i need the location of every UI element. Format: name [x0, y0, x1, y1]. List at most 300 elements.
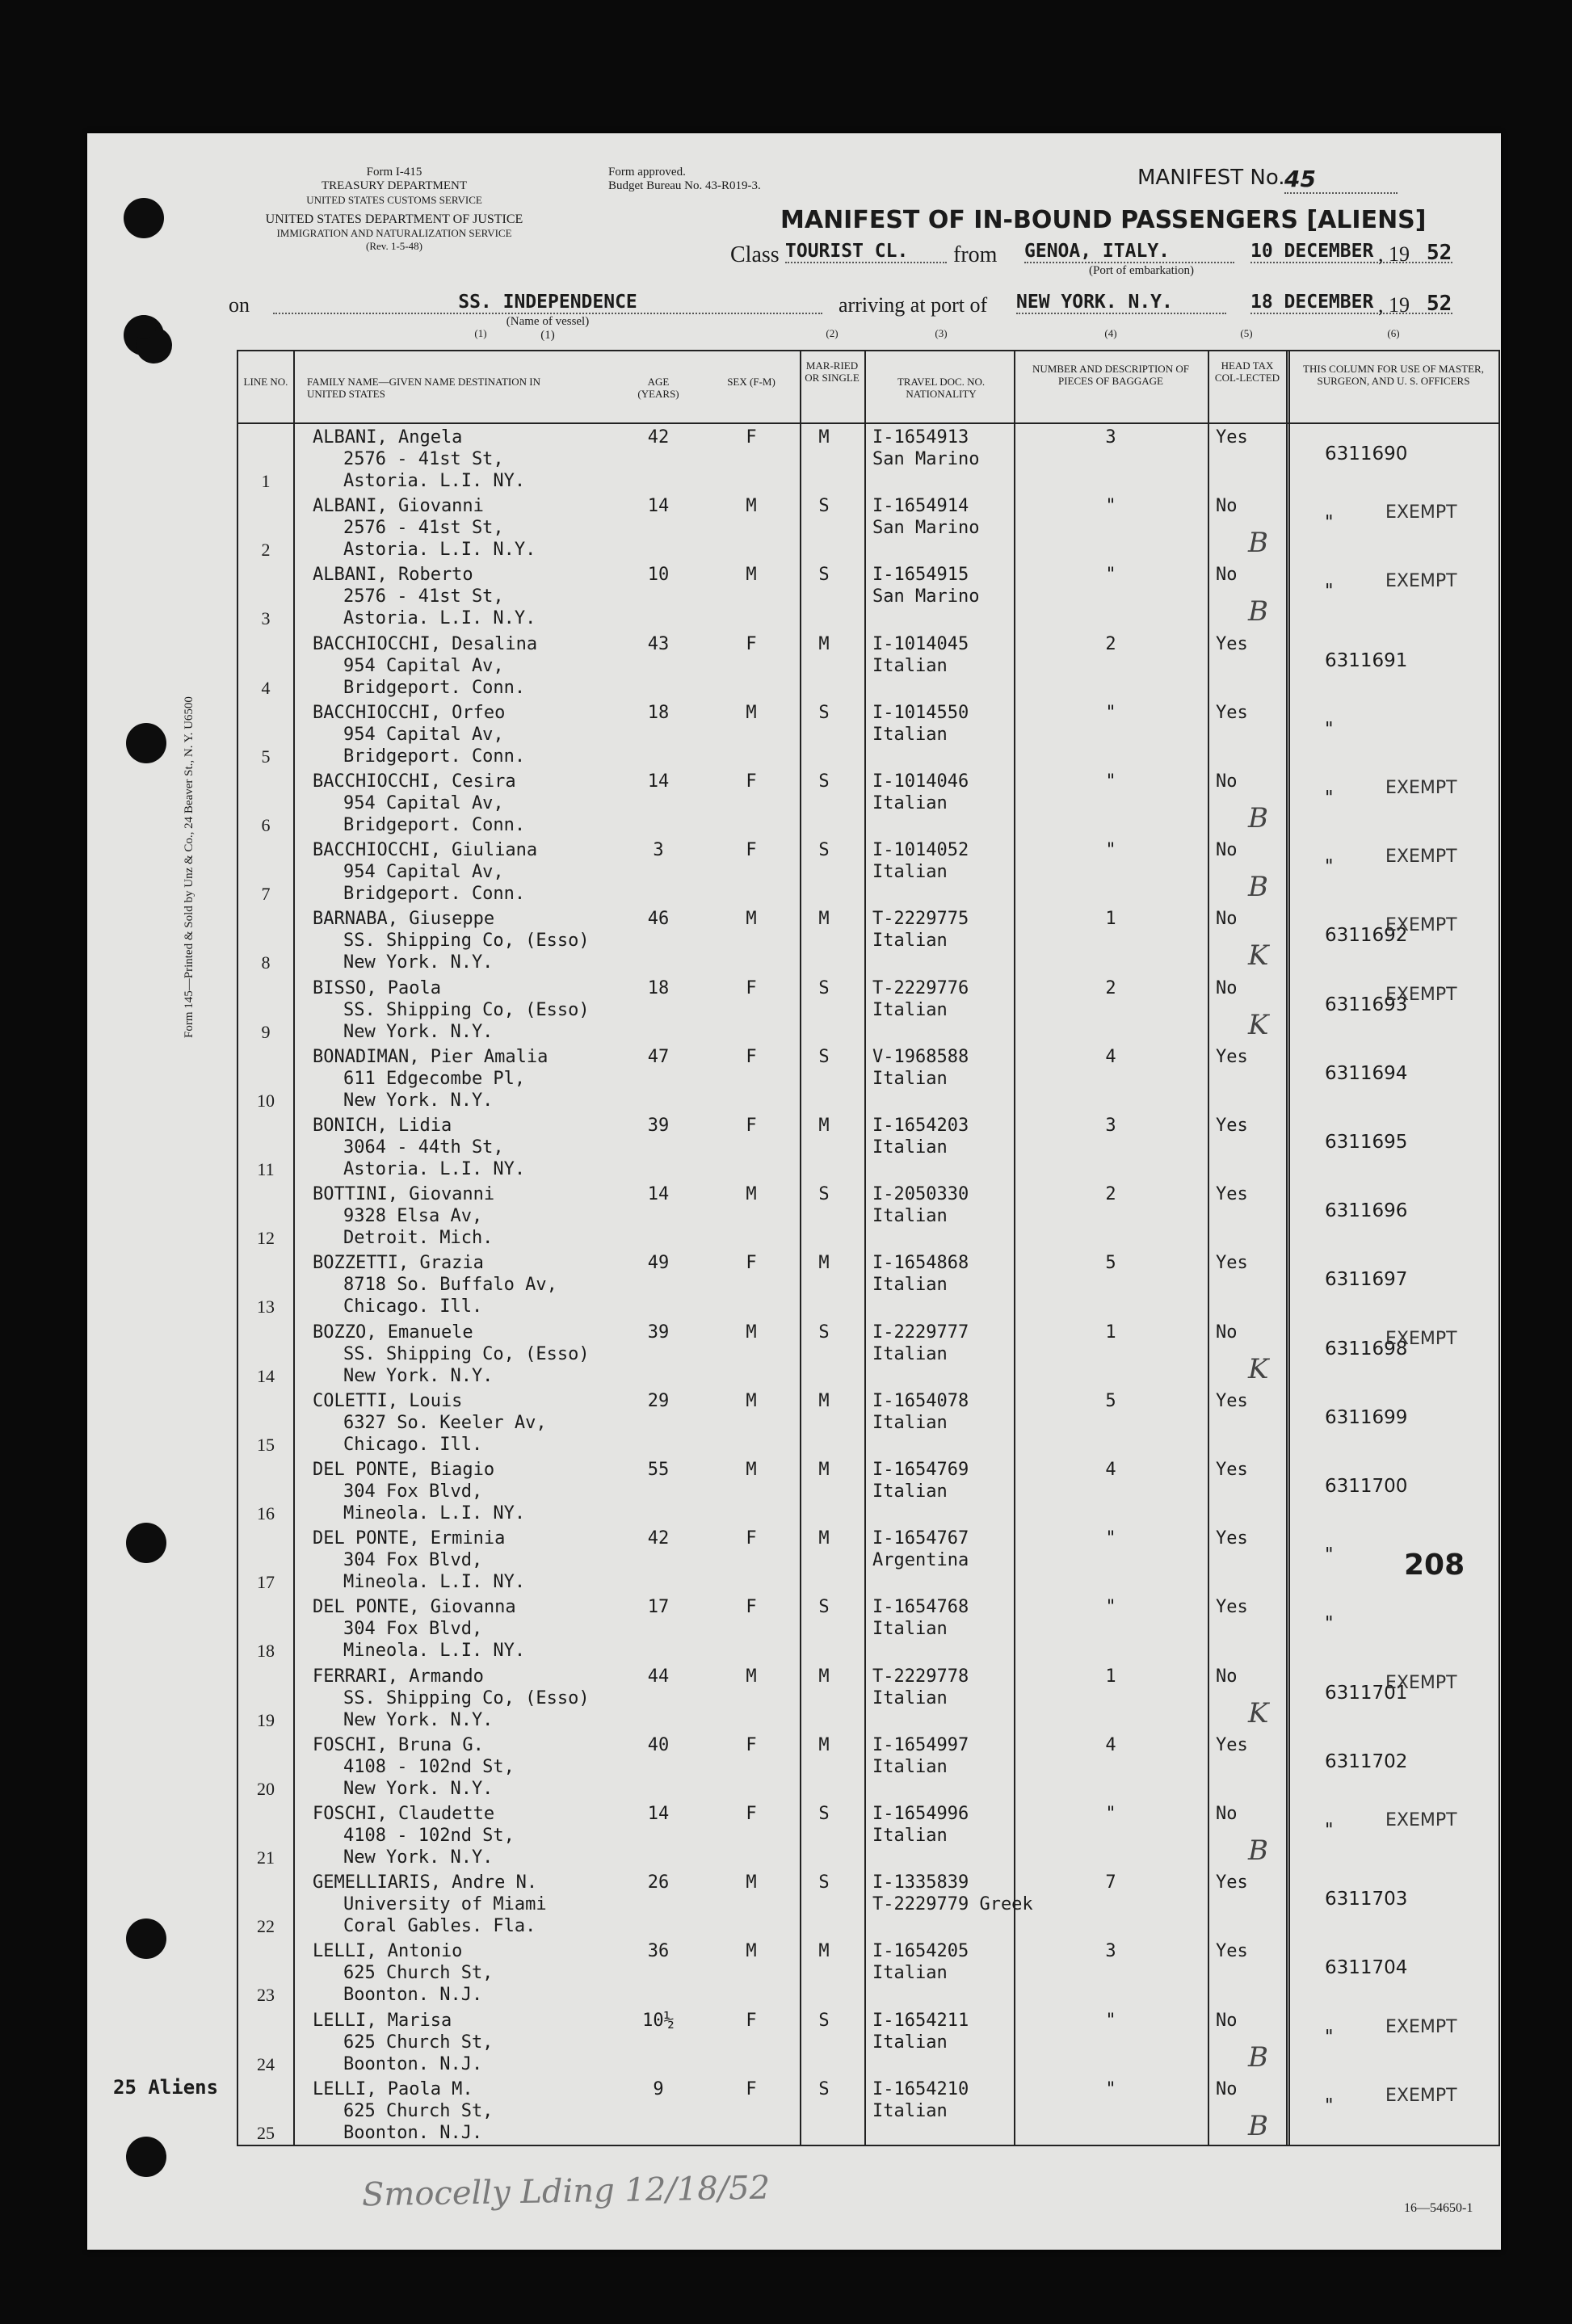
head-tax: No: [1216, 496, 1238, 517]
passenger-name: LELLI, Paola M.: [313, 2078, 473, 2099]
address-line2: New York. N.Y.: [343, 1778, 494, 1799]
officer-code: 6311704: [1325, 1957, 1408, 1979]
baggage-count: 1: [1105, 909, 1116, 930]
table-row: [238, 1595, 1498, 1665]
manifest-no: 45: [1284, 166, 1398, 194]
vessel-caption: (Name of vessel): [506, 315, 590, 328]
officer-code: ": [1325, 856, 1334, 878]
baggage-count: ": [1105, 1804, 1116, 1824]
head-tax: Yes: [1216, 1941, 1248, 1962]
line-number: 1: [261, 471, 271, 491]
age-value: 47: [647, 1046, 670, 1067]
travel-doc-no: I-1654078: [872, 1390, 969, 1411]
address-line1: 3064 - 44th St,: [343, 1137, 504, 1158]
punch-hole: [126, 1918, 166, 1959]
justice-dept: UNITED STATES DEPARTMENT OF JUSTICE: [265, 212, 523, 226]
table-row: [238, 1802, 1498, 1872]
travel-doc-no: I-1654211: [872, 2010, 969, 2031]
nationality: Italian: [872, 1068, 948, 1089]
line-number: 21: [257, 1847, 275, 1868]
footer-code: 16—54650-1: [1404, 2201, 1473, 2215]
line-number: 2: [261, 540, 271, 561]
header-officers-use: THIS COLUMN FOR USE OF MASTER, SURGEON, AND U. S. OFFICERS: [1303, 363, 1484, 387]
passenger-name: DEL PONTE, Erminia: [313, 1528, 506, 1549]
nationality: Italian: [872, 2032, 948, 2053]
travel-doc-no: I-1014045: [872, 633, 969, 654]
exempt-stamp: EXEMPT: [1385, 847, 1457, 868]
handwritten-mark: B: [1248, 871, 1268, 904]
nationality: Italian: [872, 1619, 948, 1640]
marital-status: S: [818, 565, 830, 586]
handwritten-mark: K: [1248, 1352, 1269, 1385]
address-line1: 611 Edgecombe Pl,: [343, 1068, 526, 1089]
nationality: Italian: [872, 1343, 948, 1364]
baggage-count: ": [1105, 840, 1116, 861]
class-value: TOURIST CL.: [785, 241, 947, 263]
address-line2: Bridgeport. Conn.: [343, 677, 526, 698]
officer-code: 6311698: [1325, 1338, 1408, 1360]
budget-bureau: Budget Bureau No. 43-R019-3.: [608, 179, 761, 192]
nationality: Italian: [872, 1756, 948, 1777]
travel-doc-no: I-1654768: [872, 1597, 969, 1618]
marital-status: M: [818, 909, 830, 930]
marital-status: S: [818, 1046, 830, 1067]
line-number: 8: [261, 952, 271, 973]
age-value: 14: [647, 496, 670, 517]
travel-doc-no: I-1654915: [872, 565, 969, 586]
line-number: 20: [257, 1778, 275, 1799]
exempt-stamp: EXEMPT: [1385, 1328, 1457, 1349]
sex-value: M: [746, 1390, 757, 1411]
address-line1: 9328 Elsa Av,: [343, 1206, 483, 1227]
nationality: Italian: [872, 1137, 948, 1158]
travel-doc-no: V-1968588: [872, 1046, 969, 1067]
line-number: 7: [261, 884, 271, 905]
line-number: 24: [257, 2053, 275, 2074]
table-row: [238, 2078, 1498, 2147]
line-number: 23: [257, 1985, 275, 2006]
head-tax: Yes: [1216, 427, 1248, 448]
passenger-name: COLETTI, Louis: [313, 1390, 463, 1411]
officer-code: ": [1325, 2095, 1334, 2116]
officer-code: 6311690: [1325, 443, 1408, 464]
table-row: [238, 1251, 1498, 1321]
head-tax: No: [1216, 1322, 1238, 1343]
from-label: from: [953, 242, 998, 267]
handwritten-mark: B: [1248, 2040, 1268, 2074]
table-row: [238, 1321, 1498, 1390]
officer-code: 6311696: [1325, 1200, 1408, 1222]
marital-status: S: [818, 496, 830, 517]
aliens-count: 25 Aliens: [113, 2076, 219, 2099]
nationality: Italian: [872, 1826, 948, 1846]
officer-code: ": [1325, 581, 1334, 603]
address-line1: 4108 - 102nd St,: [343, 1826, 515, 1846]
sex-value: M: [746, 496, 757, 517]
arrival-year: 52: [1427, 292, 1452, 316]
exempt-stamp: EXEMPT: [1385, 984, 1457, 1005]
passenger-name: DEL PONTE, Giovanna: [313, 1597, 516, 1618]
nationality: Italian: [872, 724, 948, 745]
nationality: Italian: [872, 793, 948, 813]
table-row: [238, 1389, 1498, 1459]
address-line2: Astoria. L.I. NY.: [343, 471, 526, 491]
punch-hole: [126, 2137, 166, 2177]
sex-value: F: [746, 633, 757, 654]
address-line2: New York. N.Y.: [343, 1709, 494, 1730]
marital-status: S: [818, 840, 830, 861]
nationality: Italian: [872, 2100, 948, 2121]
head-tax: Yes: [1216, 1460, 1248, 1480]
address-line1: 954 Capital Av,: [343, 862, 504, 883]
baggage-count: 5: [1105, 1390, 1116, 1411]
line-number: 15: [257, 1434, 275, 1455]
baggage-count: 4: [1105, 1046, 1116, 1067]
marital-status: S: [818, 2010, 830, 2031]
address-line1: 2576 - 41st St,: [343, 586, 504, 607]
header-age: AGE (YEARS): [637, 376, 679, 400]
address-line2: Boonton. N.J.: [343, 2053, 483, 2074]
address-line2: Chicago. Ill.: [343, 1434, 483, 1455]
customs-service: UNITED STATES CUSTOMS SERVICE: [306, 194, 482, 206]
marital-status: S: [818, 2078, 830, 2099]
head-tax: Yes: [1216, 1390, 1248, 1411]
age-value: 42: [647, 427, 670, 448]
manifest-sheet: [87, 133, 1501, 2250]
officer-code: ": [1325, 1613, 1334, 1635]
passenger-name: BONICH, Lidia: [313, 1116, 452, 1136]
passenger-name: BONADIMAN, Pier Amalia: [313, 1046, 549, 1067]
passenger-name: FOSCHI, Claudette: [313, 1804, 495, 1824]
travel-doc-no: I-1654205: [872, 1941, 969, 1962]
sex-value: F: [746, 1046, 757, 1067]
address-line1: University of Miami: [343, 1894, 547, 1915]
line-number: 18: [257, 1641, 275, 1662]
col-number: (5): [1240, 327, 1253, 339]
officer-code: 6311699: [1325, 1406, 1408, 1428]
head-tax: Yes: [1216, 1253, 1248, 1274]
exempt-stamp: EXEMPT: [1385, 502, 1457, 523]
passenger-name: BARNABA, Giuseppe: [313, 909, 495, 930]
sex-value: F: [746, 771, 757, 792]
nationality: Italian: [872, 1412, 948, 1433]
address-line2: New York. N.Y.: [343, 1365, 494, 1386]
header-baggage: NUMBER AND DESCRIPTION OF PIECES OF BAGGAGE: [1032, 363, 1189, 387]
head-tax: Yes: [1216, 1597, 1248, 1618]
marital-status: M: [818, 1528, 830, 1549]
sex-value: M: [746, 1460, 757, 1480]
baggage-count: 2: [1105, 1184, 1116, 1205]
baggage-count: 1: [1105, 1322, 1116, 1343]
punch-hole: [126, 1523, 166, 1563]
baggage-count: 3: [1105, 1116, 1116, 1136]
passenger-name: ALBANI, Giovanni: [313, 496, 484, 517]
age-value: 17: [647, 1597, 670, 1618]
line-number: 16: [257, 1503, 275, 1523]
head-tax: No: [1216, 1804, 1238, 1824]
travel-doc-no: I-1014046: [872, 771, 969, 792]
table-row: [238, 838, 1498, 908]
travel-doc-no: I-1654210: [872, 2078, 969, 2099]
line-number: 25: [257, 2122, 275, 2143]
exempt-stamp: EXEMPT: [1385, 2016, 1457, 2037]
table-row: [238, 563, 1498, 632]
passenger-name: BOTTINI, Giovanni: [313, 1184, 495, 1205]
address-line1: 625 Church St,: [343, 2032, 494, 2053]
sex-value: M: [746, 1872, 757, 1893]
address-line2: Bridgeport. Conn.: [343, 746, 526, 767]
officer-code: 6311700: [1325, 1476, 1408, 1497]
nationality: Italian: [872, 1206, 948, 1227]
embark-caption: (Port of embarkation): [1089, 264, 1194, 277]
sex-value: F: [746, 1804, 757, 1824]
handwritten-mark: B: [1248, 802, 1268, 834]
sex-value: F: [746, 1116, 757, 1136]
address-line1: 2576 - 41st St,: [343, 449, 504, 469]
port-of-embarkation: GENOA, ITALY.: [1024, 241, 1234, 263]
passenger-name: ALBANI, Angela: [313, 427, 463, 448]
marital-status: S: [818, 771, 830, 792]
col-number: (3): [935, 327, 948, 339]
header-travel-doc: TRAVEL DOC. NO. NATIONALITY: [897, 376, 986, 400]
address-line1: SS. Shipping Co, (Esso): [343, 1343, 590, 1364]
baggage-count: ": [1105, 2010, 1116, 2031]
marital-status: S: [818, 1322, 830, 1343]
age-value: 9: [653, 2078, 664, 2099]
nationality: T-2229779 Greek: [872, 1894, 1033, 1915]
travel-doc-no: T-2229776: [872, 977, 969, 998]
sex-value: M: [746, 702, 757, 723]
marital-status: M: [818, 1460, 830, 1480]
address-line2: New York. N.Y.: [343, 1847, 494, 1868]
age-value: 43: [647, 633, 670, 654]
travel-doc-no: I-1654996: [872, 1804, 969, 1824]
address-line1: 304 Fox Blvd,: [343, 1619, 483, 1640]
address-line1: 4108 - 102nd St,: [343, 1756, 515, 1777]
marital-status: M: [818, 1734, 830, 1755]
sex-value: F: [746, 1597, 757, 1618]
baggage-count: ": [1105, 496, 1116, 517]
address-line1: 625 Church St,: [343, 2100, 494, 2121]
page-title: MANIFEST OF IN-BOUND PASSENGERS [ALIENS]: [780, 206, 1427, 234]
head-tax: No: [1216, 1666, 1238, 1687]
arrival-year-prefix: , 19: [1378, 293, 1410, 317]
sex-value: F: [746, 1253, 757, 1274]
officer-code: ": [1325, 718, 1334, 740]
table-row: [238, 2009, 1498, 2078]
passenger-name: BACCHIOCCHI, Giuliana: [313, 840, 538, 861]
marital-status: M: [818, 1116, 830, 1136]
form-number: Form I-415: [366, 166, 422, 179]
address-line1: 304 Fox Blvd,: [343, 1481, 483, 1502]
officer-code: 6311695: [1325, 1132, 1408, 1153]
line-number: 10: [257, 1090, 275, 1111]
col-number: (2): [826, 327, 839, 339]
address-line2: Bridgeport. Conn.: [343, 815, 526, 835]
treasury-dept: TREASURY DEPARTMENT: [321, 179, 468, 192]
age-value: 3: [653, 840, 664, 861]
sex-value: M: [746, 1184, 757, 1205]
exempt-stamp: EXEMPT: [1385, 571, 1457, 592]
table-row: [238, 977, 1498, 1046]
travel-doc-no: I-1654769: [872, 1460, 969, 1480]
on-label: on: [229, 293, 250, 317]
nationality: Italian: [872, 931, 948, 952]
officer-code: 6311694: [1325, 1062, 1408, 1084]
travel-doc-no: I-1654868: [872, 1253, 969, 1274]
age-value: 10: [647, 565, 670, 586]
passenger-name: FERRARI, Armando: [313, 1666, 484, 1687]
sex-value: F: [746, 427, 757, 448]
age-value: 40: [647, 1734, 670, 1755]
line-number: 4: [261, 677, 271, 698]
punch-hole: [126, 723, 166, 763]
passenger-table: [237, 327, 1500, 2146]
sex-value: F: [746, 1734, 757, 1755]
age-value: 36: [647, 1941, 670, 1962]
line-number: 14: [257, 1365, 275, 1386]
table-row: [238, 701, 1498, 771]
sex-value: F: [746, 2010, 757, 2031]
marital-status: S: [818, 1597, 830, 1618]
address-line2: Mineola. L.I. NY.: [343, 1641, 526, 1662]
passenger-name: DEL PONTE, Biagio: [313, 1460, 495, 1480]
officer-code: 6311693: [1325, 994, 1408, 1015]
table-row: [238, 907, 1498, 977]
table-row: [238, 1458, 1498, 1528]
address-line2: Boonton. N.J.: [343, 2122, 483, 2143]
address-line1: 8718 So. Buffalo Av,: [343, 1275, 557, 1296]
passenger-name: GEMELLIARIS, Andre N.: [313, 1872, 538, 1893]
marital-status: S: [818, 1804, 830, 1824]
nationality: Italian: [872, 1687, 948, 1708]
head-tax: No: [1216, 2010, 1238, 2031]
address-line2: Boonton. N.J.: [343, 1985, 483, 2006]
ins-service: IMMIGRATION AND NATURALIZATION SERVICE: [276, 227, 512, 239]
line-number: 5: [261, 746, 271, 767]
sex-value: M: [746, 1941, 757, 1962]
line-number: 11: [257, 1159, 275, 1179]
nationality: Argentina: [872, 1550, 969, 1571]
address-line1: 625 Church St,: [343, 1963, 494, 1984]
sex-value: F: [746, 977, 757, 998]
punch-hole: [132, 315, 156, 339]
address-line2: Mineola. L.I. NY.: [343, 1503, 526, 1523]
travel-doc-no: T-2229778: [872, 1666, 969, 1687]
head-tax: Yes: [1216, 633, 1248, 654]
handwritten-mark: K: [1248, 1696, 1269, 1729]
baggage-count: ": [1105, 771, 1116, 792]
address-line2: Chicago. Ill.: [343, 1296, 483, 1317]
head-tax: No: [1216, 771, 1238, 792]
line-number: 3: [261, 608, 271, 629]
marital-status: M: [818, 1390, 830, 1411]
officer-code: 6311701: [1325, 1682, 1408, 1704]
sex-value: F: [746, 2078, 757, 2099]
table-row: [238, 1183, 1498, 1252]
manifest-no-label: MANIFEST No.: [1137, 166, 1285, 190]
marital-status: M: [818, 633, 830, 654]
exempt-stamp: EXEMPT: [1385, 1672, 1457, 1693]
address-line1: 954 Capital Av,: [343, 655, 504, 676]
passenger-name: BOZZO, Emanuele: [313, 1322, 473, 1343]
marital-status: S: [818, 702, 830, 723]
table-row: [238, 494, 1498, 564]
baggage-count: 4: [1105, 1460, 1116, 1480]
age-value: 10½: [642, 2010, 675, 2031]
table-row: [238, 1045, 1498, 1115]
table-row: [238, 1871, 1498, 1940]
handwritten-mark: B: [1248, 527, 1268, 560]
age-value: 39: [647, 1116, 670, 1136]
arriving-label: arriving at port of: [839, 293, 988, 317]
baggage-count: ": [1105, 565, 1116, 586]
travel-doc-no: I-2229777: [872, 1322, 969, 1343]
age-value: 55: [647, 1460, 670, 1480]
arrival-date: 18 DECEMBER: [1250, 292, 1452, 314]
marital-status: S: [818, 1184, 830, 1205]
head-tax: Yes: [1216, 1872, 1248, 1893]
embark-year-prefix: , 19: [1378, 242, 1410, 266]
exempt-stamp: EXEMPT: [1385, 1810, 1457, 1830]
address-line1: 2576 - 41st St,: [343, 518, 504, 539]
age-value: 18: [647, 977, 670, 998]
address-line1: 304 Fox Blvd,: [343, 1550, 483, 1571]
line-number: 9: [261, 1021, 271, 1042]
address-line2: Astoria. L.I. N.Y.: [343, 540, 536, 561]
table-row: [238, 1734, 1498, 1803]
punch-hole: [124, 198, 164, 238]
line-number: 12: [257, 1228, 275, 1249]
address-line2: New York. N.Y.: [343, 952, 494, 973]
nationality: Italian: [872, 1963, 948, 1984]
officer-code: ": [1325, 512, 1334, 534]
passenger-name: BOZZETTI, Grazia: [313, 1253, 484, 1274]
head-tax: No: [1216, 565, 1238, 586]
sex-value: M: [746, 1666, 757, 1687]
officer-code: ": [1325, 1544, 1334, 1566]
age-value: 46: [647, 909, 670, 930]
passenger-name: BISSO, Paola: [313, 977, 441, 998]
class-label: Class: [730, 242, 780, 267]
header-head-tax: HEAD TAX COL-LECTED: [1214, 359, 1280, 384]
head-tax: No: [1216, 2078, 1238, 2099]
side-print: Form 145—Printed & Sold by Unz & Co., 24 Beaver St., N. Y. U6500: [183, 696, 195, 1038]
embark-date: 10 DECEMBER: [1250, 241, 1452, 263]
marital-status: M: [818, 1941, 830, 1962]
baggage-count: ": [1105, 702, 1116, 723]
age-value: 39: [647, 1322, 670, 1343]
age-value: 14: [647, 1184, 670, 1205]
passenger-name: ALBANI, Roberto: [313, 565, 473, 586]
line-number: 22: [257, 1916, 275, 1937]
officer-code: 6311703: [1325, 1889, 1408, 1910]
baggage-count: 5: [1105, 1253, 1116, 1274]
handwritten-mark: K: [1248, 939, 1269, 973]
address-line2: Astoria. L.I. NY.: [343, 1159, 526, 1179]
table-row: [238, 1527, 1498, 1596]
baggage-count: 4: [1105, 1734, 1116, 1755]
age-value: 14: [647, 1804, 670, 1824]
exempt-stamp: EXEMPT: [1385, 2085, 1457, 2106]
nationality: Italian: [872, 862, 948, 883]
baggage-count: 1: [1105, 1666, 1116, 1687]
handwritten-mark: B: [1248, 595, 1268, 628]
head-tax: Yes: [1216, 1734, 1248, 1755]
line-number: 17: [257, 1572, 275, 1593]
passenger-name: FOSCHI, Bruna G.: [313, 1734, 484, 1755]
handwritten-mark: K: [1248, 1008, 1269, 1041]
